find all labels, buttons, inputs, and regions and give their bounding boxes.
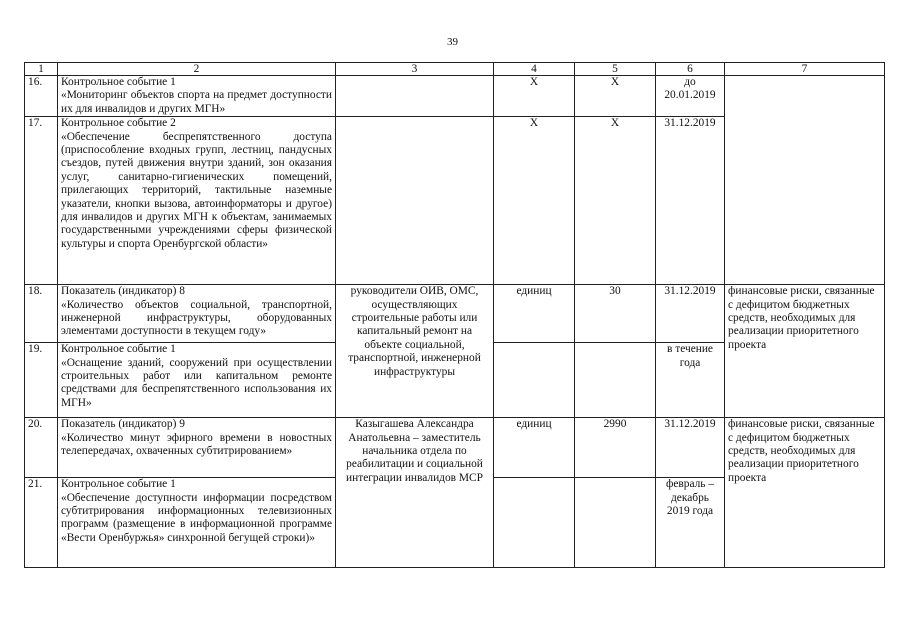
row-number: 16. [25, 76, 58, 117]
value-cell [575, 478, 656, 568]
table-row [25, 418, 885, 478]
row-text: «Количество объектов социальной, транспортной, инженерной инфраструктуры, оборудованных элементами доступности в текущем году» [61, 298, 332, 338]
date-cell: февраль – декабрь 2019 года [656, 478, 725, 568]
row-number: 20. [25, 418, 58, 478]
row-text: «Мониторинг объектов спорта на предмет доступности их для инвалидов и других МГН» [61, 89, 332, 115]
unit-cell: X [494, 117, 575, 285]
value-cell [575, 343, 656, 418]
row-title: Контрольное событие 1 [61, 76, 176, 88]
table-row [25, 285, 885, 343]
row-number: 17. [25, 117, 58, 285]
table-row [25, 76, 885, 117]
column-header: 2 [58, 63, 336, 76]
unit-cell: единиц [494, 418, 575, 478]
value-cell: X [575, 76, 656, 117]
risks-cell: финансовые риски, связанные с дефицитом бюджетных средств, необходимых для реализации приоритетного проекта [725, 285, 885, 418]
row-number: 21. [25, 478, 58, 568]
row-description [58, 478, 336, 568]
row-title: Контрольное событие 2 [61, 117, 176, 130]
date-cell: 31.12.2019 [656, 285, 725, 343]
column-header: 6 [656, 63, 725, 76]
row-text: «Обеспечение беспрепятственного доступа (приспособление входных групп, лестниц, пандусных съездов, путей движения внутри зданий, зон оказания услуг, санитарно-гигиенических помещений, прилегающих территорий, тактильные наземные указатели, кнопки вызова, автоинформаторы и другое) для инвалидов и других МГН к объектам, занимаемых государственными учреждениями сферы физической культуры и спорта Оренбургской области» [61, 130, 332, 250]
value-cell: 30 [575, 285, 656, 343]
date-cell: 31.12.2019 [656, 117, 725, 285]
column-header: 3 [336, 63, 494, 76]
row-description [58, 76, 336, 117]
row-title: Показатель (индикатор) 8 [61, 285, 185, 298]
date-cell: 31.12.2019 [656, 418, 725, 478]
row-text: «Оснащение зданий, сооружений при осуществлении строительных работ или капитальном ремонте средствами для беспрепятственного использования их МГН» [61, 356, 332, 409]
value-cell: 2990 [575, 418, 656, 478]
responsible-cell: руководители ОИВ, ОМС, осуществляющих строительные работы или капитальный ремонт на объекте социальной, транспортной, инженерной инфраструктуры [336, 285, 494, 418]
row-description [58, 117, 336, 285]
page-number: 39 [447, 36, 458, 48]
date-cell: в течение года [656, 343, 725, 418]
unit-cell: X [494, 76, 575, 117]
row-description [58, 418, 336, 478]
row-text: «Количество минут эфирного времени в новостных телепередачах, охваченных субтитрированием» [61, 431, 332, 458]
unit-cell [494, 343, 575, 418]
row-number: 19. [25, 343, 58, 418]
row-description [58, 343, 336, 418]
responsible-cell-empty [336, 76, 494, 117]
row-title: Показатель (индикатор) 9 [61, 418, 185, 431]
row-title: Контрольное событие 1 [61, 343, 176, 356]
risks-cell: финансовые риски, связанные с дефицитом бюджетных средств, необходимых для реализации приоритетного проекта [725, 418, 885, 568]
column-header: 5 [575, 63, 656, 76]
indicators-table [24, 62, 885, 568]
row-title: Контрольное событие 1 [61, 478, 176, 491]
responsible-cell-empty [336, 117, 494, 285]
column-header: 7 [725, 63, 885, 76]
date-cell: до 20.01.2019 [656, 76, 725, 117]
row-text: «Обеспечение доступности информации посредством субтитрирования информационных телевизионных программ (размещение в информационной программе «Вести Оренбуржья» синхронной бегущей строки)» [61, 491, 332, 544]
column-numbers-row [25, 63, 885, 76]
column-header: 1 [25, 63, 58, 76]
risks-cell-empty [725, 76, 885, 285]
responsible-cell: Казыгашева Александра Анатольевна – заместитель начальника отдела по реабилитации и социальной интеграции инвалидов МСР [336, 418, 494, 568]
row-number: 18. [25, 285, 58, 343]
row-description [58, 285, 336, 343]
unit-cell [494, 478, 575, 568]
column-header: 4 [494, 63, 575, 76]
unit-cell: единиц [494, 285, 575, 343]
value-cell: X [575, 117, 656, 285]
